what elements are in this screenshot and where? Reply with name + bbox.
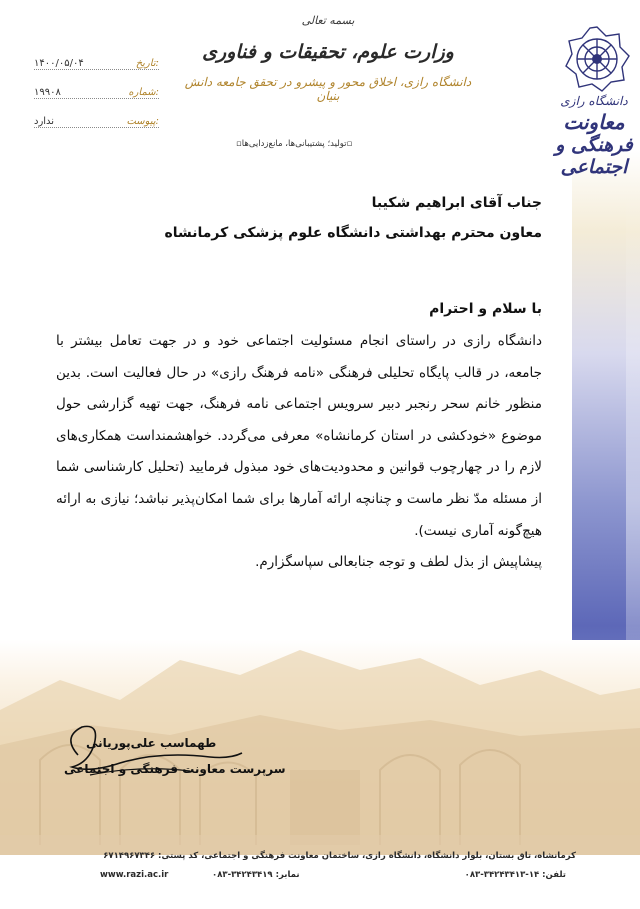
closing-line: پیشاپیش از بذل لطف و توجه جنابعالی سپاسگزارم. [255,554,542,571]
footer-phone: تلفن: ۱۴-۳۴۲۴۳۴۱۳-۰۸۳ [464,870,566,880]
footer-website[interactable]: www.razi.ac.ir [100,870,169,880]
letter-body [56,188,542,577]
number-value: ۱۹۹۰۸ [34,87,61,98]
razi-university-logo [562,24,632,94]
recipient-name: جناب آقای ابراهیم شکیبا [371,195,542,211]
department-title [548,94,640,178]
slogan-box-icon: ▫ [346,139,353,149]
attachment-label: پیوست: [126,116,159,127]
slogan-box-icon-end: ▫ [236,139,242,149]
letter-meta [34,50,159,137]
footer-address: کرمانشاه، تاق بستان، بلوار دانشگاه، دانشگاه رازی، ساختمان معاونت فرهنگی و اجتماعی، کد پستی: ۶۷۱۴۹۶۷۳۴۶ [103,851,576,861]
footer-fax: نمابر: ۳۴۲۴۳۴۱۹-۰۸۳ [212,870,300,880]
date-value: ۱۴۰۰/۰۵/۰۴ [34,58,84,69]
attachment-value: ندارد [34,116,55,127]
handwritten-signature [60,715,245,795]
number-label: شماره: [128,87,159,98]
letter-paragraph: دانشگاه رازی در راستای انجام مسئولیت اجتماعی خود و در جهت تعامل بیشتر با جامعه، در قالب پایگاه تحلیلی فرهنگی «نامه فرهنگ رازی» در حال فعالیت است. بدین منظور خانم سحر رنجبر دبیر سرویس اجتماعی نامه فرهنگ، جهت تهیه گزارشی حول موضوع «خودکشی در استان کرمانشاه» معرفی می‌گردد. خواهشمنداست همکاری‌های لازم را در چهارچوب قوانین و محدودیت‌های خود مبذول فرمایید (تحلیل کارشناسی شما از مسئله مدّ نظر ماست و چنانچه ارائه آمارها برای شما امکان‌پذیر نباشد؛ نیازی به ارائه هیچ‌گونه آماری نیست). [56,333,542,539]
year-slogan [236,139,352,149]
department-line-3: فرهنگی و اجتماعی [555,134,633,178]
meta-number-row [34,79,159,99]
date-label: تاریخ: [135,58,159,69]
ministry-title: وزارت علوم، تحقیقات و فناوری [202,41,454,63]
meta-attachment-row [34,108,159,128]
university-motto: دانشگاه رازی، اخلاق محور و پیشرو در تحقق جامعه دانش بنیان [184,75,472,103]
department-university: دانشگاه رازی [560,94,628,108]
recipient-title: معاون محترم بهداشتی دانشگاه علوم پزشکی کرمانشاه [164,225,542,241]
department-line-2: معاونت [563,110,625,134]
letterhead-center [180,14,476,103]
meta-date-row [34,50,159,70]
slogan-text: تولید؛ پشتیبانی‌ها، مانع‌زدایی‌ها [241,139,347,149]
signatory-name: طهماسب علی‌پوریانی [86,736,217,750]
bismillah: بسمه تعالی [301,14,355,27]
signatory-title: سرپرست معاونت فرهنگی و اجتماعی [64,762,286,776]
greeting: با سلام و احترام [429,301,542,317]
